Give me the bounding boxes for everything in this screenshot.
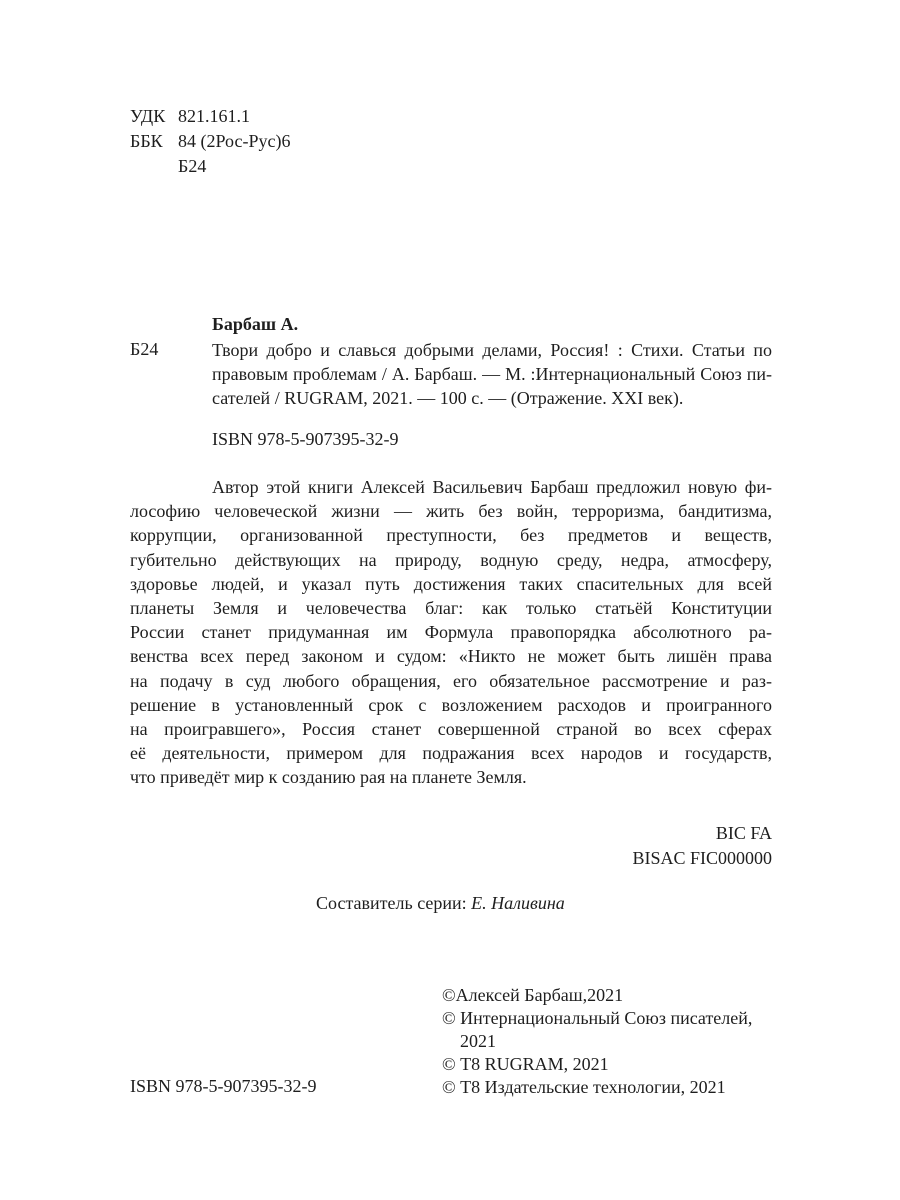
compiler-name: Е. Наливина — [471, 893, 565, 913]
annotation-line: здоровье людей, и указал путь достижения таких спасительных для всей — [130, 573, 772, 594]
author-name: Барбаш А. — [212, 314, 299, 334]
annotation-line: губительно действующих на природу, водную среду, недра, атмосферу, — [130, 549, 772, 570]
copyright-line: © Т8 Издательские технологии, 2021 — [442, 1077, 726, 1097]
annotation-line: на проигравшего», Россия станет совершенной страной во всех сферах — [130, 719, 772, 740]
series-compiler — [316, 893, 565, 914]
bisac-code: BISAC FIC000000 — [632, 848, 772, 868]
annotation-line: решение в установленный срок с возложением расходов и проигранного — [130, 694, 772, 715]
annotation-line: лософию человеческой жизни — жить без войн, терроризма, бандитизма, — [130, 501, 772, 522]
description-line: сателей / RUGRAM, 2021. — 100 с. — (Отражение. XXI век). — [212, 388, 684, 409]
copyright-line: © Интернациональный Союз писателей, — [442, 1008, 753, 1028]
copyright-line: ©Алексей Барбаш,2021 — [442, 985, 624, 1005]
annotation — [130, 475, 772, 790]
copyright-block — [442, 984, 752, 1099]
author-mark: Б24 — [130, 339, 159, 359]
annotation-line: её деятельности, примером для подражания всех народов и государств, — [130, 743, 772, 764]
annotation-line: коррупции, организованной преступности, без предметов и веществ, — [130, 525, 772, 546]
annotation-line: венства всех перед законом и судом: «Никто не может быть лишён права — [130, 646, 772, 667]
record-isbn: ISBN 978-5-907395-32-9 — [212, 429, 399, 449]
udk-value: 821.161.1 — [178, 106, 250, 126]
annotation-line: на подачу в суд любого обращения, его обязательное рассмотрение и раз- — [130, 670, 772, 691]
compiler-label: Составитель серии: — [316, 893, 467, 913]
footer-isbn: ISBN 978-5-907395-32-9 — [130, 1076, 317, 1096]
udk-label: УДК — [130, 106, 166, 126]
annotation-line: планеты Земля и человечества благ: как только статьёй Конституции — [130, 598, 772, 619]
author-mark-top: Б24 — [178, 156, 207, 176]
annotation-line: России станет придуманная им Формула правопорядка абсолютного ра- — [130, 622, 772, 643]
description-line: правовым проблемам / А. Барбаш. — М. :Интернациональный Союз пи- — [212, 364, 772, 385]
annotation-line: что приведёт мир к созданию рая на планете Земля. — [130, 767, 527, 788]
bbk-label: ББК — [130, 131, 163, 151]
description-line: Твори добро и славься добрыми делами, Россия! : Стихи. Статьи по — [212, 340, 772, 360]
bbk-value: 84 (2Рос-Рус)6 — [178, 131, 291, 151]
annotation-line: Автор этой книги Алексей Васильевич Барбаш предложил новую фи- — [212, 477, 772, 497]
copyright-line: 2021 — [460, 1031, 496, 1051]
bibliographic-description — [212, 338, 772, 411]
bic-code: BIC FA — [715, 823, 772, 843]
copyright-line: © Т8 RUGRAM, 2021 — [442, 1054, 609, 1074]
